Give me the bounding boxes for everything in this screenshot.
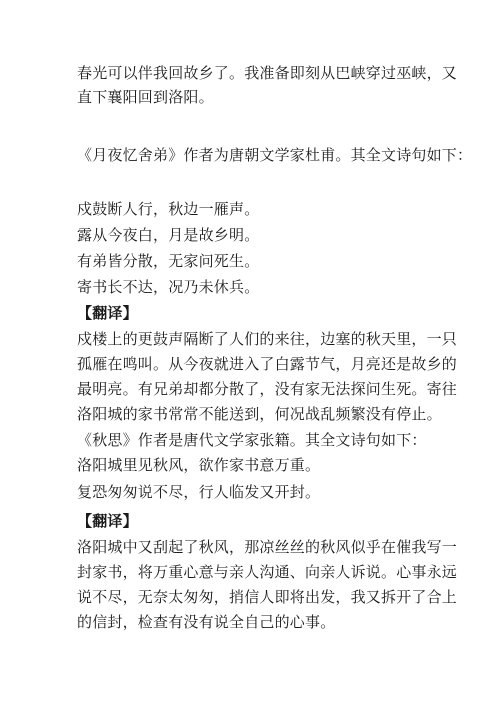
intro-line: 春光可以伴我回故乡了。我准备即刻从巴峡穿过巫峡，又 — [77, 64, 458, 82]
poem1-translation-line: 最明亮。有兄弟却都分散了，没有家无法探问生死。寄往 — [77, 380, 458, 398]
poem2-translation-line: 洛阳城中又刮起了秋风，那凉丝丝的秋风似乎在催我写一 — [77, 538, 458, 556]
intro-line: 直下襄阳回到洛阳。 — [77, 88, 214, 106]
poem2-translation-line: 说不尽，无奈太匆匆，捎信人即将出发，我又拆开了合上 — [77, 588, 458, 606]
poem1-translation-line: 戍楼上的更鼓声隔断了人们的来往，边塞的秋天里，一只 — [77, 330, 458, 348]
poem2-translation-line: 封家书，将万重心意与亲人沟通、向亲人诉说。心事永远 — [77, 563, 458, 581]
poem1-title-line: 《月夜忆舍弟》作者为唐朝文学家杜甫。其全文诗句如下： — [77, 146, 473, 164]
poem1-verse: 戍鼓断人行，秋边一雁声。 — [77, 200, 260, 218]
poem1-verse: 有弟皆分散，无家问死生。 — [77, 252, 260, 270]
poem2-title-line: 《秋思》作者是唐代文学家张籍。其全文诗句如下： — [77, 431, 427, 449]
poem1-verse: 露从今夜白，月是故乡明。 — [77, 226, 260, 244]
poem2-translation-line: 的信封，检查有没有说全自己的心事。 — [77, 613, 336, 631]
poem2-translation-heading: 【翻译】 — [77, 512, 138, 530]
poem2-verse: 复恐匆匆说不尽，行人临发又开封。 — [77, 483, 321, 501]
poem1-verse: 寄书长不达，况乃未休兵。 — [77, 278, 260, 296]
poem1-translation-line: 孤雁在鸣叫。从今夜就进入了白露节气，月亮还是故乡的 — [77, 355, 458, 373]
poem1-translation-heading: 【翻译】 — [77, 304, 138, 322]
poem2-verse: 洛阳城里见秋风，欲作家书意万重。 — [77, 456, 321, 474]
poem1-translation-line: 洛阳城的家书常常不能送到，何况战乱频繁没有停止。 — [77, 405, 442, 423]
